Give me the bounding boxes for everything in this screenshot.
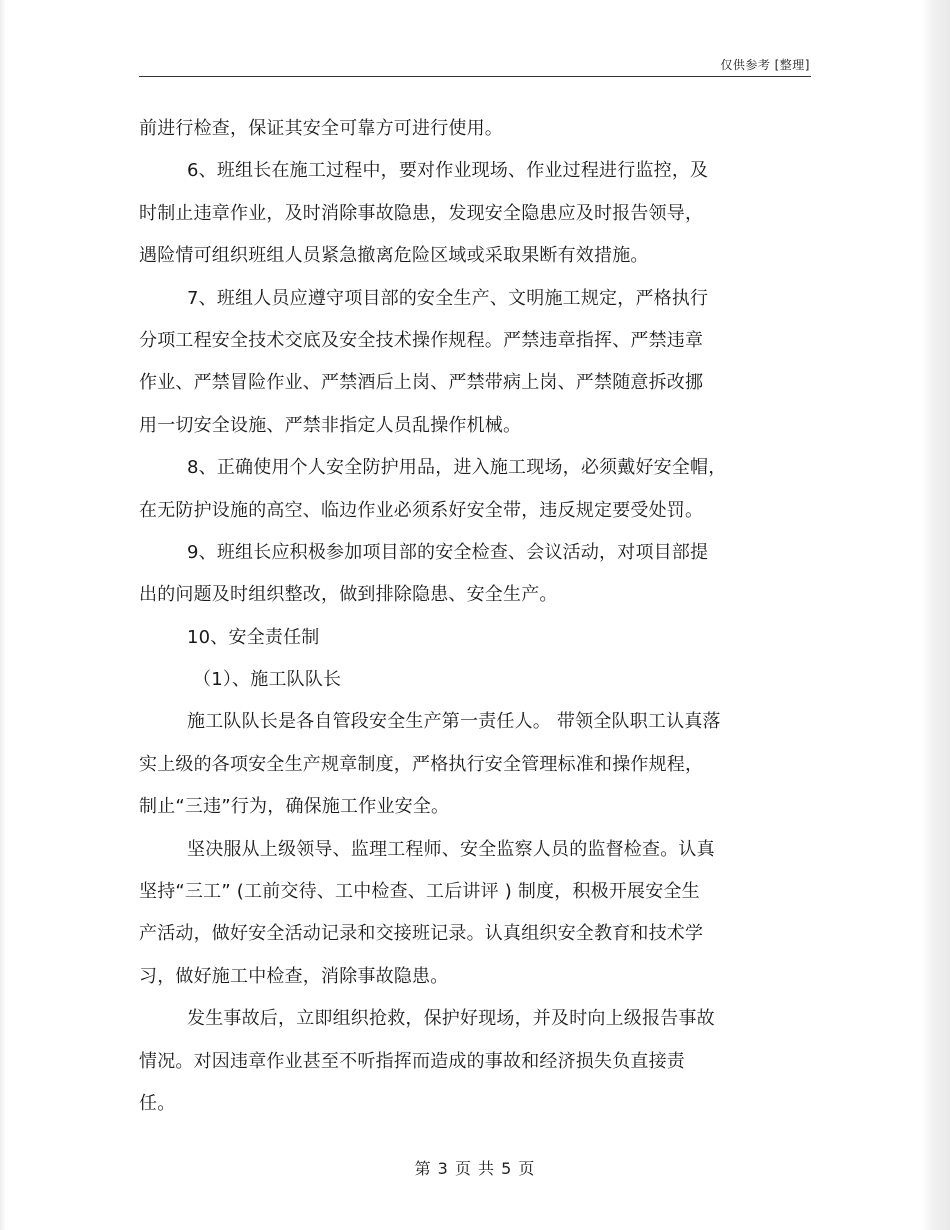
text-line: 习，做好施工中检查，消除事故隐患。 xyxy=(139,965,449,987)
text-line: 用一切安全设施、严禁非指定人员乱操作机械。 xyxy=(139,414,522,436)
text-line: 坚持“三工” (工前交待、工中检查、工后讲评 ) 制度，积极开展安全生 xyxy=(139,881,700,903)
text-line: 制止“三违”行为，确保施工作业安全。 xyxy=(139,796,450,818)
document-body xyxy=(139,108,811,1125)
page-right-edge xyxy=(922,0,950,1230)
text-line: 7、班组人员应遵守项目部的安全生产、文明施工规定，严格执行 xyxy=(187,287,709,309)
page-number-footer: 第 3 页 共 5 页 xyxy=(414,1159,536,1178)
header-divider xyxy=(139,76,811,77)
text-line: 任。 xyxy=(139,1092,176,1114)
text-line: 施工队队长是各自管段安全生产第一责任人。 带领全队职工认真落 xyxy=(187,711,721,733)
text-line: 发生事故后，立即组织抢救，保护好现场，并及时向上级报告事故 xyxy=(187,1008,715,1030)
page-left-edge xyxy=(0,0,6,1230)
text-line: 10、安全责任制 xyxy=(187,626,320,648)
text-line: 8、正确使用个人安全防护用品，进入施工现场，必须戴好安全帽， xyxy=(187,457,727,479)
text-line: （1）、施工队队长 xyxy=(193,669,342,691)
text-line: 遇险情可组织班组人员紧急撤离危险区域或采取果断有效措施。 xyxy=(139,245,649,267)
text-line: 情况。对因违章作业甚至不听指挥而造成的事故和经济损失负直接责 xyxy=(139,1050,685,1072)
text-line: 实上级的各项安全生产规章制度，严格执行安全管理标准和操作规程， xyxy=(139,753,704,775)
text-line: 9、班组长应积极参加项目部的安全检查、会议活动，对项目部提 xyxy=(187,541,709,563)
text-line: 在无防护设施的高空、临边作业必须系好安全带，违反规定要受处罚。 xyxy=(139,499,704,521)
text-line: 6、班组长在施工过程中，要对作业现场、作业过程进行监控，及 xyxy=(187,160,709,182)
text-line: 前进行检查，保证其安全可靠方可进行使用。 xyxy=(139,118,503,139)
text-line: 分项工程安全技术交底及安全技术操作规程。严禁违章指挥、严禁违章 xyxy=(139,329,704,351)
text-line: 坚决服从上级领导、监理工程师、安全监察人员的监督检查。认真 xyxy=(187,838,715,860)
text-line: 作业、严禁冒险作业、严禁酒后上岗、严禁带病上岗、严禁随意拆改挪 xyxy=(139,372,704,394)
page-header-label: 仅供参考 [整理] xyxy=(720,58,810,72)
text-line: 出的问题及时组织整改，做到排除隐患、安全生产。 xyxy=(139,584,558,606)
text-line: 时制止违章作业，及时消除事故隐患，发现安全隐患应及时报告领导， xyxy=(139,202,704,224)
text-line: 产活动，做好安全活动记录和交接班记录。认真组织安全教育和技术学 xyxy=(139,923,704,945)
